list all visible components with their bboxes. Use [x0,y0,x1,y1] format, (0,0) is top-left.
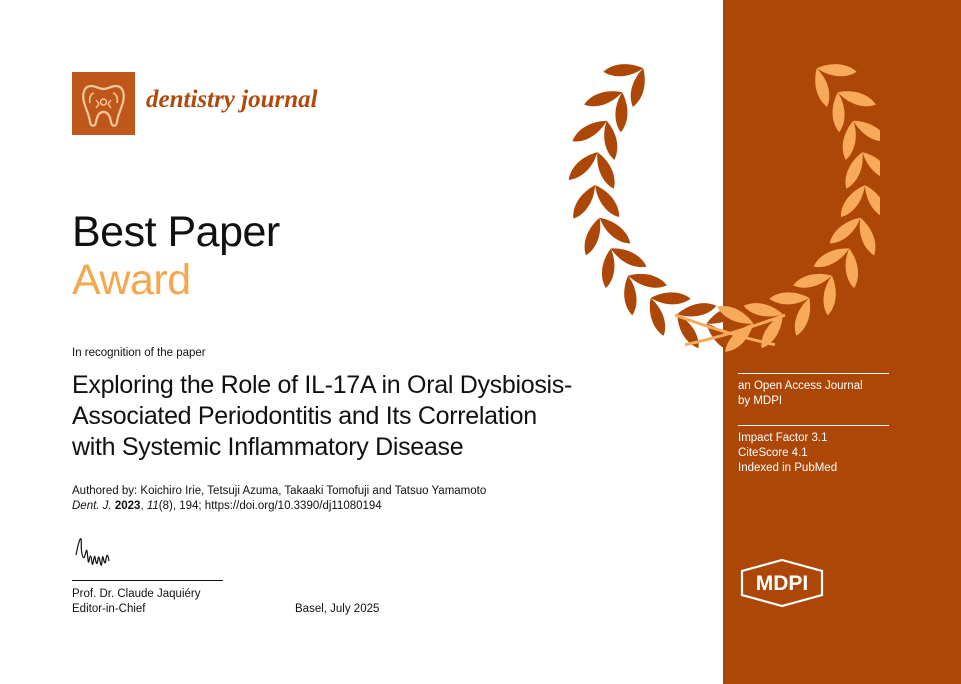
journal-name: dentistry journal [146,86,318,113]
wreath-leaf [651,292,691,305]
journal-info [738,379,863,409]
mdpi-logo [738,557,826,609]
paper-title-line: Associated Periodontitis and Its Correlation [72,402,537,430]
mdpi-logo-text: MDPI [755,572,809,595]
wreath-leaf [600,248,617,289]
authors-line: Authored by: Koichiro Irie, Tetsuji Azuma, Takaaki Tomofuji and Tatsuo Yamamoto [72,485,487,497]
wreath-leaf [615,92,628,132]
award-title-line2: Award [72,256,191,304]
signature-line [72,580,223,581]
wreath-leaf [769,292,809,305]
wreath-leaf [569,116,609,147]
journal-info-line: by MDPI [738,395,783,407]
wreath-leaf [840,120,859,162]
citescore: CiteScore 4.1 [738,447,808,459]
paper-title [72,370,632,463]
paper-title-line: with Systemic Inflammatory Disease [72,433,464,461]
wreath-leaf [843,248,860,289]
place-date: Basel, July 2025 [295,603,380,615]
laurel-wreath-icon [560,60,880,370]
indexed-in: Indexed in PubMed [738,462,838,474]
citation-journal: Dent. J. [72,500,112,512]
recognition-text: In recognition of the paper [72,347,206,359]
wreath-leaf [836,181,870,220]
wreath-leaf [568,182,600,222]
wreath-leaf [596,213,634,248]
editor-name: Prof. Dr. Claude Jaquiéry [72,588,201,600]
wreath-leaf [590,181,624,220]
tooth-icon [72,72,135,135]
journal-logo [72,72,135,135]
signature-icon [72,533,122,575]
wreath-leaf [565,148,602,184]
award-title-line1: Best Paper [72,208,280,256]
wreath-leaf [826,213,864,248]
citation-line: Dent. J. 2023, 11(8), 194; https://doi.org/10.3390/dj11080194 [72,500,382,512]
divider [738,373,889,374]
citation-volume: 11 [146,500,159,512]
citation-details: (8), 194; https://doi.org/10.3390/dj11080194 [158,500,382,512]
journal-info-line: an Open Access Journal [738,380,863,392]
divider [738,425,889,426]
wreath-leaf [832,92,845,132]
wreath-leaf [601,120,620,162]
citation-year: 2023 [114,500,141,512]
editor-role: Editor-in-Chief [72,603,146,615]
impact-factor: Impact Factor 3.1 [738,432,828,444]
journal-metrics [738,431,837,476]
paper-title-line: Exploring the Role of IL-17A in Oral Dysbiosis- [72,371,573,399]
